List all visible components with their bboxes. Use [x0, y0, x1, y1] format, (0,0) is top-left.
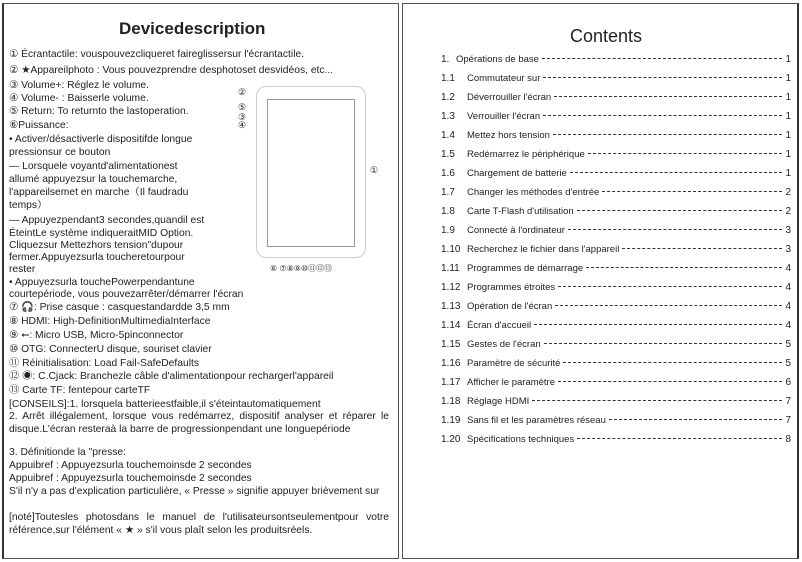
toc-number: 1.6	[441, 168, 455, 179]
table-of-contents	[441, 54, 791, 453]
toc-page: 4	[785, 320, 791, 331]
toc-leader	[577, 210, 783, 211]
toc-entry[interactable]	[441, 263, 791, 282]
toc-entry[interactable]	[441, 320, 791, 339]
description-line: ② ★Appareilphoto : Vous pouvezprendre desphotoset desvidéos, etc...	[9, 65, 334, 76]
toc-leader	[542, 58, 783, 59]
toc-entry[interactable]	[441, 92, 791, 111]
toc-leader	[543, 115, 782, 116]
toc-title: Programmes de démarrage	[467, 263, 584, 274]
tips-paragraph-2: 2. Arrêt illégalement, lorsque vous redémarrez, dispositif analyser et réparer le disque.L'écran resteraà la barre de progressionpendant une longuepériode	[9, 411, 389, 435]
toc-page: 5	[785, 358, 791, 369]
toc-leader	[602, 191, 782, 192]
toc-number: 1.12	[441, 282, 461, 293]
toc-page: 3	[785, 244, 791, 255]
toc-entry[interactable]	[441, 244, 791, 263]
toc-number: 1.15	[441, 339, 461, 350]
toc-leader	[622, 248, 782, 249]
description-line: ⑥Puissance:	[9, 120, 69, 131]
toc-page: 5	[785, 339, 791, 350]
toc-title: Écran d'accueil	[467, 320, 532, 331]
press-line: Appuibref : Appuyezsurla touchemoinsde 2 secondes	[9, 473, 252, 484]
toc-number: 1.14	[441, 320, 461, 331]
description-line: ⑪ Réinitialisation: Load Fail-SafeDefaults	[9, 358, 200, 369]
description-line: — Lorsquele voyantd'alimentationest	[9, 161, 178, 172]
toc-page: 3	[785, 225, 791, 236]
toc-page: 6	[785, 377, 791, 388]
toc-page: 4	[785, 301, 791, 312]
toc-page: 1	[785, 92, 791, 103]
toc-title: Opérations de base	[456, 54, 539, 65]
contents-page	[402, 3, 799, 559]
toc-number: 1.7	[441, 187, 455, 198]
toc-title: Mettez hors tension	[467, 130, 550, 141]
toc-number: 1.18	[441, 396, 461, 407]
toc-leader	[558, 286, 782, 287]
contents-title: Contents	[570, 26, 643, 46]
toc-page: 4	[785, 282, 791, 293]
toc-entry[interactable]	[441, 434, 791, 453]
toc-entry[interactable]	[441, 415, 791, 434]
toc-title: Verrouiller l'écran	[467, 111, 541, 122]
device-description-page	[2, 3, 399, 559]
description-line: ① Écrantactile: vouspouvezcliqueret faireglissersur l'écrantactile.	[9, 49, 305, 60]
description-line: courtepériode, vous pouvezarrêter/démarrer l'écran	[9, 289, 244, 300]
press-note: S'il n'y a pas d'explication particulière, « Presse » signifie appuyer brièvement sur	[9, 486, 380, 497]
callout-3: ③	[238, 112, 247, 122]
toc-number: 1.1	[441, 73, 455, 84]
toc-number: 1.13	[441, 301, 461, 312]
page-title: Devicedescription	[119, 19, 266, 38]
description-line: ④ Volume- : Baisserle volume.	[9, 93, 149, 104]
toc-title: Opération de l'écran	[467, 301, 553, 312]
toc-number: 1.5	[441, 149, 455, 160]
toc-entry[interactable]	[441, 168, 791, 187]
toc-title: Afficher le paramètre	[467, 377, 556, 388]
description-line: rester	[9, 264, 36, 275]
toc-number: 1.4	[441, 130, 455, 141]
toc-leader	[555, 305, 782, 306]
toc-entry[interactable]	[441, 206, 791, 225]
toc-title: Sans fil et les paramètres réseau	[467, 415, 606, 426]
description-line: pressionsur ce bouton	[9, 147, 111, 158]
toc-number: 1.3	[441, 111, 455, 122]
tablet-diagram	[256, 86, 366, 258]
toc-entry[interactable]	[441, 73, 791, 92]
callout-2: ②	[238, 87, 247, 97]
press-line: Appuibref : Appuyezsurla touchemoinsde 2 secondes	[9, 460, 252, 471]
toc-leader	[570, 172, 783, 173]
description-line: ⑤ Return: To returnto the lastoperation.	[9, 106, 189, 117]
description-line: • Appuyezsurla touchePowerpendantune	[9, 277, 195, 288]
toc-leader	[588, 153, 783, 154]
toc-title: Gestes de l'écran	[467, 339, 541, 350]
toc-page: 1	[785, 54, 791, 65]
toc-number: 1.11	[441, 263, 460, 274]
toc-title: Recherchez le fichier dans l'appareil	[467, 244, 620, 255]
callout-4: ④	[238, 120, 247, 130]
description-line: • Activer/désactiverle dispositifde longue	[9, 134, 193, 145]
toc-number: 1.19	[441, 415, 461, 426]
description-line: ⑩ OTG: ConnecterU disque, souriset clavier	[9, 344, 212, 355]
description-line: ⑦ 🎧: Prise casque : casquestandardde 3,5 mm	[9, 302, 230, 313]
description-line: [CONSEILS]:1. lorsquela batterieestfaible,il s'éteintautomatiquement	[9, 399, 321, 410]
description-line: ⑧ HDMI: High-DefinitionMultimediaInterface	[9, 316, 211, 327]
toc-title: Déverrouiller l'écran	[467, 92, 552, 103]
toc-leader	[577, 438, 782, 439]
callout-1: ①	[370, 165, 379, 175]
toc-title: Commutateur sur	[467, 73, 541, 84]
toc-page: 7	[785, 415, 791, 426]
toc-page: 1	[785, 149, 791, 160]
description-line: ③ Volume+: Réglez le volume.	[9, 80, 150, 91]
description-line: ⑫ ◉: C.Cjack: Branchezle câble d'alimentationpour rechargerl'appareil	[9, 371, 334, 382]
toc-title: Redémarrez le périphérique	[467, 149, 585, 160]
toc-leader	[563, 362, 782, 363]
toc-leader	[609, 419, 783, 420]
toc-title: Carte T-Flash d'utilisation	[467, 206, 574, 217]
toc-page: 1	[785, 111, 791, 122]
toc-number: 1.17	[441, 377, 461, 388]
callout-5: ⑤	[238, 102, 247, 112]
toc-page: 2	[785, 187, 791, 198]
toc-leader	[553, 134, 783, 135]
toc-page: 2	[785, 206, 791, 217]
toc-title: Spécifications techniques	[467, 434, 575, 445]
toc-page: 1	[785, 73, 791, 84]
toc-title: Chargement de batterie	[467, 168, 567, 179]
toc-entry[interactable]	[441, 187, 791, 206]
description-line: temps）	[9, 200, 48, 211]
toc-title: Changer les méthodes d'entrée	[467, 187, 600, 198]
toc-leader	[543, 77, 782, 78]
toc-entry[interactable]	[441, 339, 791, 358]
toc-entry[interactable]	[441, 54, 791, 73]
toc-leader	[532, 400, 782, 401]
description-line: ⑬ Carte TF: fentepour carteTF	[9, 385, 151, 396]
toc-page: 8	[785, 434, 791, 445]
photo-note: [noté]Toutesles photosdans le manuel de l'utilisateursontseulementpour votre référence,sur l'élément « ★ » s'il vous plaît selon les produitsréels.	[9, 512, 389, 536]
toc-leader	[544, 343, 783, 344]
toc-number: 1.	[441, 54, 450, 65]
description-line: ÉteintLe système indiqueraitMID Option.	[9, 228, 194, 239]
toc-leader	[534, 324, 782, 325]
tablet-screen	[267, 99, 355, 247]
toc-page: 7	[785, 396, 791, 407]
toc-number: 1.16	[441, 358, 461, 369]
description-line: ⑨ ⭠: Micro USB, Micro-5pinconnector	[9, 330, 184, 341]
toc-leader	[554, 96, 782, 97]
toc-leader	[558, 381, 782, 382]
description-line: Cliquezsur Mettezhors tension"dupour	[9, 240, 184, 251]
press-line: 3. Définitionde la "presse:	[9, 447, 126, 458]
callout-bottom: ⑥ ⑦⑧⑨⑩⑪⑫⑬	[270, 264, 333, 273]
toc-entry[interactable]	[441, 225, 791, 244]
description-line: fermer.Appuyezsurla toucheretourpour	[9, 252, 185, 263]
toc-number: 1.2	[441, 92, 455, 103]
toc-page: 1	[785, 130, 791, 141]
toc-page: 4	[785, 263, 791, 274]
description-line: — Appuyezpendant3 secondes,quandil est	[9, 215, 205, 226]
toc-title: Réglage HDMI	[467, 396, 530, 407]
toc-leader	[586, 267, 782, 268]
toc-number: 1.10	[441, 244, 461, 255]
toc-title: Paramètre de sécurité	[467, 358, 561, 369]
toc-leader	[568, 229, 783, 230]
description-line: l'appareilsemet en marche（Il faudradu	[9, 187, 189, 198]
toc-entry[interactable]	[441, 282, 791, 301]
toc-entry[interactable]	[441, 358, 791, 377]
toc-entry[interactable]	[441, 396, 791, 415]
toc-number: 1.8	[441, 206, 455, 217]
toc-number: 1.20	[441, 434, 461, 445]
toc-entry[interactable]	[441, 301, 791, 320]
toc-entry[interactable]	[441, 377, 791, 396]
toc-entry[interactable]	[441, 149, 791, 168]
toc-page: 1	[785, 168, 791, 179]
toc-title: Connecté à l'ordinateur	[467, 225, 565, 236]
toc-entry[interactable]	[441, 130, 791, 149]
toc-number: 1.9	[441, 225, 455, 236]
toc-entry[interactable]	[441, 111, 791, 130]
toc-title: Programmes étroites	[467, 282, 556, 293]
description-line: allumé appuyezsur la touchemarche,	[9, 174, 178, 185]
